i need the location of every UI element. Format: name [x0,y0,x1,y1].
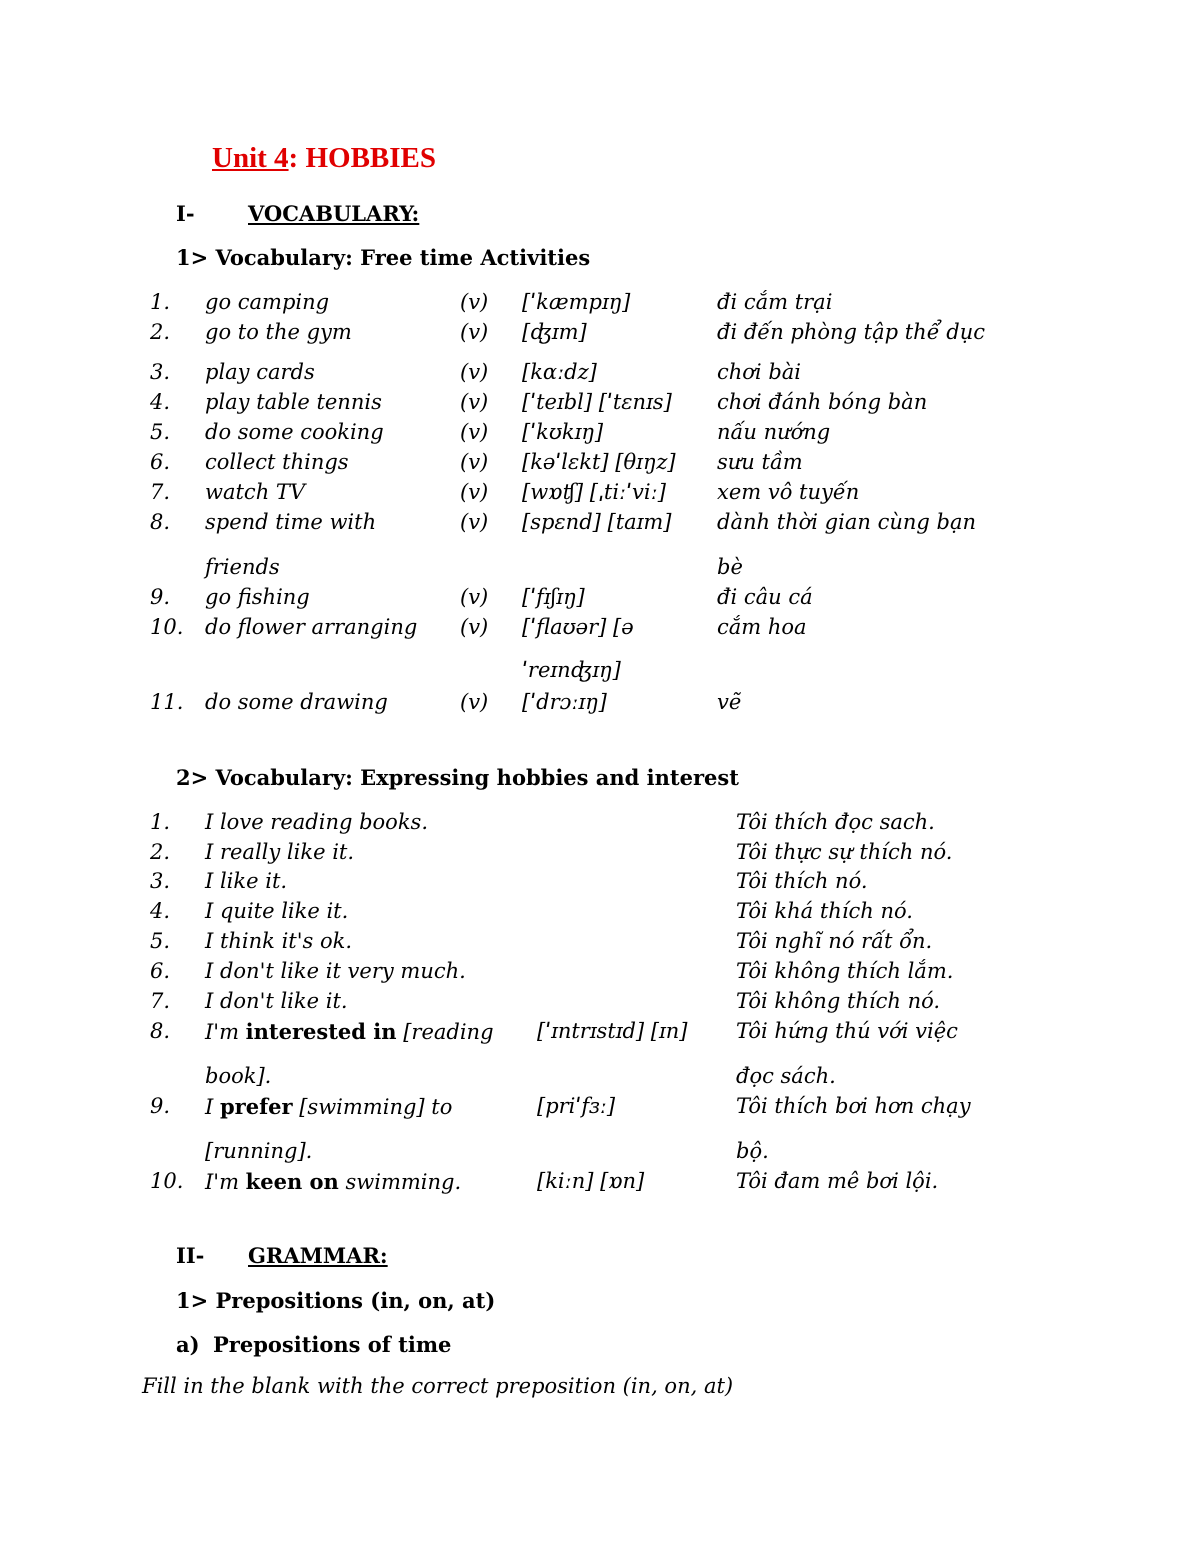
list-item: 4. I quite like it. Tôi khá thích nó. [150,899,913,923]
list-item: 3. play cards (v) [kɑːdz] chơi bài [150,360,801,384]
list-item-continuation: [running]. bộ. [205,1139,769,1163]
list-item: 11. do some drawing (v) [ˈdrɔːɪŋ] vẽ [150,690,742,714]
list-item: 3. I like it. Tôi thích nó. [150,869,868,893]
list-item: 7. watch TV (v) [wɒʧ] [ˌtiːˈviː] xem vô tuyến [150,480,860,504]
list-item: 4. play table tennis (v) [ˈteɪbl] [ˈtɛnɪs] chơi đánh bóng bàn [150,390,928,414]
list-item-continuation: book]. đọc sách. [205,1064,836,1088]
list-item: 6. I don't like it very much. Tôi không thích lắm. [150,959,954,983]
exercise-instruction: Fill in the blank with the correct preposition (in, on, at) [142,1374,734,1398]
list-item: 5. do some cooking (v) [ˈkʊkɪŋ] nấu nướng [150,420,831,444]
list-item: 6. collect things (v) [kəˈlɛkt] [θɪŋz] sưu tầm [150,450,803,474]
list-item-continuation: friends bè [205,555,743,579]
page-title: Unit 4: HOBBIES [212,142,437,174]
list-item: 2. go to the gym (v) [ʤɪm] đi đến phòng tập thể dục [150,320,986,344]
list-item: 9. go fishing (v) [ˈfɪʃɪŋ] đi câu cá [150,585,813,609]
list-item: 10. I'm keen on swimming. [kiːn] [ɒn] Tôi đam mê bơi lội. [150,1169,939,1194]
grammar-heading: 1> Prepositions (in, on, at) [176,1288,496,1313]
list-item: 1. go camping (v) [ˈkæmpɪŋ] đi cắm trại [150,290,833,314]
list-item: 8. spend time with (v) [spɛnd] [taɪm] dành thời gian cùng bạn [150,510,976,534]
list-item: 2. I really like it. Tôi thực sự thích nó. [150,840,953,864]
vocab1-heading: 1> Vocabulary: Free time Activities [176,245,591,270]
list-item: 8. I'm interested in [reading [ˈɪntrɪstɪd] [ɪn] Tôi hứng thú với việc [150,1019,958,1044]
document-page: Unit 4: HOBBIES I- VOCABULARY: 1> Vocabulary: Free time Activities 1. go camping (v) [ˈkæmpɪŋ] đi cắm trại 2. go to the gym (v) [ʤɪm] đi đến phòng tập thể dục 3. play cards (v) [kɑːdz] chơi bài 4. play table tennis (v) [ˈteɪbl] [ˈtɛnɪs] chơi đánh bóng bàn 5. do some cooking (v) [ˈkʊkɪŋ] nấu nướng 6. collect things (v) [kəˈlɛkt] [θɪŋz] sưu tầm 7. watch TV (v) [wɒʧ] [ˌtiːˈviː] xem vô tuyến 8. spend time with (v) [spɛnd] [taɪm] dành thời gian cùng bạn friends bè 9. go fishing (v) [ˈfɪʃɪŋ] đi câu cá 10. do flower arranging (v) [ˈflaʊər] [ə cắm hoa ˈreɪnʤɪŋ] 11. do some drawing (v) [ˈdrɔːɪŋ] vẽ 2> Vocabulary: Expressing hobbies and interest 1. I love reading books. Tôi thích đọc sach. 2. I really like it. Tôi thực sự thích nó. 3. I like it. Tôi thích nó. 4. I quite like it. Tôi khá thích nó. 5. I think it's ok. Tôi nghĩ nó rất ổn. 6. I don't like it very much. Tôi không thích lắm. 7. I don't like it. Tôi không thích nó. 8. I'm interested in [reading [ˈɪntrɪstɪd] [ɪn] Tôi hứng thú với việc book]. đọc sách. 9. I prefer [swimming] to [priˈfɜː] Tôi thích bơi hơn chạy [running]. bộ. 10. I'm keen on swimming. [kiːn] [ɒn] Tôi đam mê bơi lội. II- GRAMMAR: 1> Prepositions (in, on, at) a) Prepositions of time Fill in the blank with the correct preposition (in, on, at) [0,0,1200,1553]
list-item: 9. I prefer [swimming] to [priˈfɜː] Tôi thích bơi hơn chạy [150,1094,971,1119]
list-item: 1. I love reading books. Tôi thích đọc sach. [150,810,935,834]
list-item-continuation: ˈreɪnʤɪŋ] [522,658,621,682]
vocab2-heading: 2> Vocabulary: Expressing hobbies and interest [176,765,739,790]
list-item: 5. I think it's ok. Tôi nghĩ nó rất ổn. [150,929,933,953]
grammar-subheading: a) Prepositions of time [176,1332,452,1357]
list-item: 10. do flower arranging (v) [ˈflaʊər] [ə cắm hoa [150,615,807,639]
list-item: 7. I don't like it. Tôi không thích nó. [150,989,941,1013]
